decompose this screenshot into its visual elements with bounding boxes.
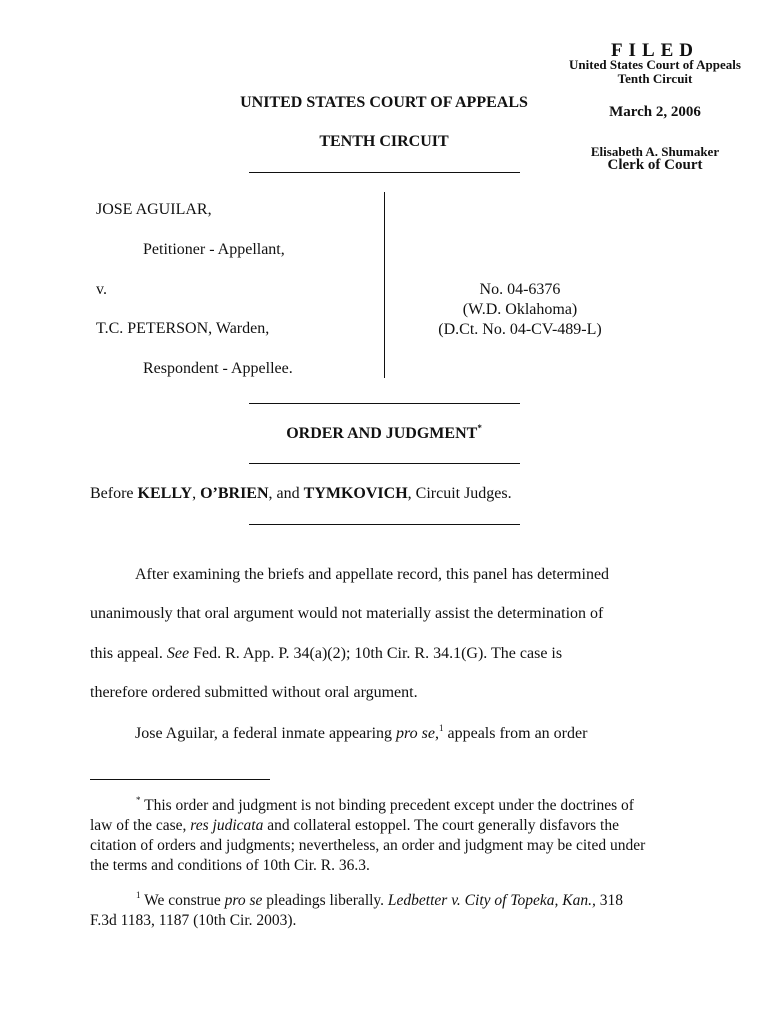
footnote-mark-star: * [136,795,141,805]
panel-after: , Circuit Judges. [407,485,512,502]
body-text: this appeal. [90,645,167,662]
body-text: appeals from an order [443,725,588,742]
clerk-name: Elisabeth A. Shumaker [590,144,720,159]
footnote-star-line-2 [90,817,619,835]
panel-sep: , and [268,485,304,502]
respondent-name: T.C. PETERSON, Warden, [96,320,270,337]
footnote-text: 318 [595,892,623,909]
panel-before: Before [90,485,138,502]
case-citation: Ledbetter v. City of Topeka, Kan., [387,892,596,909]
footnote-1-line-1 [136,892,623,910]
case-number: No. 04-6376 [479,281,561,298]
circuit-name: TENTH CIRCUIT [319,133,449,150]
order-title-text: ORDER AND JUDGMENT [286,425,478,442]
body-text: , [435,725,439,742]
district-court-number: (D.Ct. No. 04-CV-489-L) [438,321,602,338]
order-title [200,425,568,443]
body-line-2: unanimously that oral argument would not materially assist the determination of [90,605,604,622]
body-line-4: therefore ordered submitted without oral argument. [90,684,418,701]
body-line-5 [135,725,587,743]
case-number-block [420,280,620,340]
footnote-text: This order and judgment is not binding precedent except under the doctrines of [140,797,634,814]
panel-rule [249,524,520,525]
title-rule-bottom [249,463,520,464]
court-name: UNITED STATES COURT OF APPEALS [240,94,528,111]
title-rule-top [249,403,520,404]
footnote-star-line-1 [136,797,634,815]
judge-obrien: O’BRIEN [200,485,269,502]
versus: v. [96,281,107,298]
footnote-text: and collateral estoppel. The court generally disfavors the [263,817,619,834]
footnote-text: pleadings liberally. [262,892,388,909]
footnote-text: We construe [140,892,225,909]
panel-sep: , [192,485,201,502]
clerk-title: Clerk of Court [607,157,703,173]
filed-stamp-circuit: Tenth Circuit [617,71,693,86]
footnote-mark-1: 1 [136,890,141,900]
respondent-role: Respondent - Appellee. [143,360,293,377]
footnote-star-line-3: citation of orders and judgments; nevertheless, an order and judgment may be cited under [90,837,646,854]
footnote-star-line-4: the terms and conditions of 10th Cir. R. 36.3. [90,857,370,874]
header-divider [249,172,520,173]
pro-se-term: pro se [396,725,435,742]
body-text: Fed. R. App. P. 34(a)(2); 10th Cir. R. 34.1(G). The case is [189,645,563,662]
panel-line [90,485,512,503]
body-text: Jose Aguilar, a federal inmate appearing [135,725,397,742]
signal-see: See [166,645,190,662]
body-line-3 [90,645,562,663]
pro-se-term: pro se [224,892,263,909]
filed-date: March 2, 2006 [609,104,701,120]
footnote-ref-1: 1 [439,723,444,733]
footnote-text: law of the case, [90,817,191,834]
judge-kelly: KELLY [137,485,193,502]
petitioner-name: JOSE AGUILAR, [96,201,212,218]
res-judicata-term: res judicata [190,817,264,834]
caption-divider [384,192,385,378]
filed-stamp-title: FILED [610,40,700,61]
body-line-1: After examining the briefs and appellate record, this panel has determined [135,566,610,583]
district: (W.D. Oklahoma) [462,301,578,318]
filed-stamp-court: United States Court of Appeals [569,57,741,72]
footnote-separator [90,779,270,780]
footnote-ref-star: * [477,423,482,433]
footnote-1-line-2: F.3d 1183, 1187 (10th Cir. 2003). [90,912,297,929]
judge-tymkovich: TYMKOVICH [303,485,408,502]
petitioner-role: Petitioner - Appellant, [143,241,285,258]
